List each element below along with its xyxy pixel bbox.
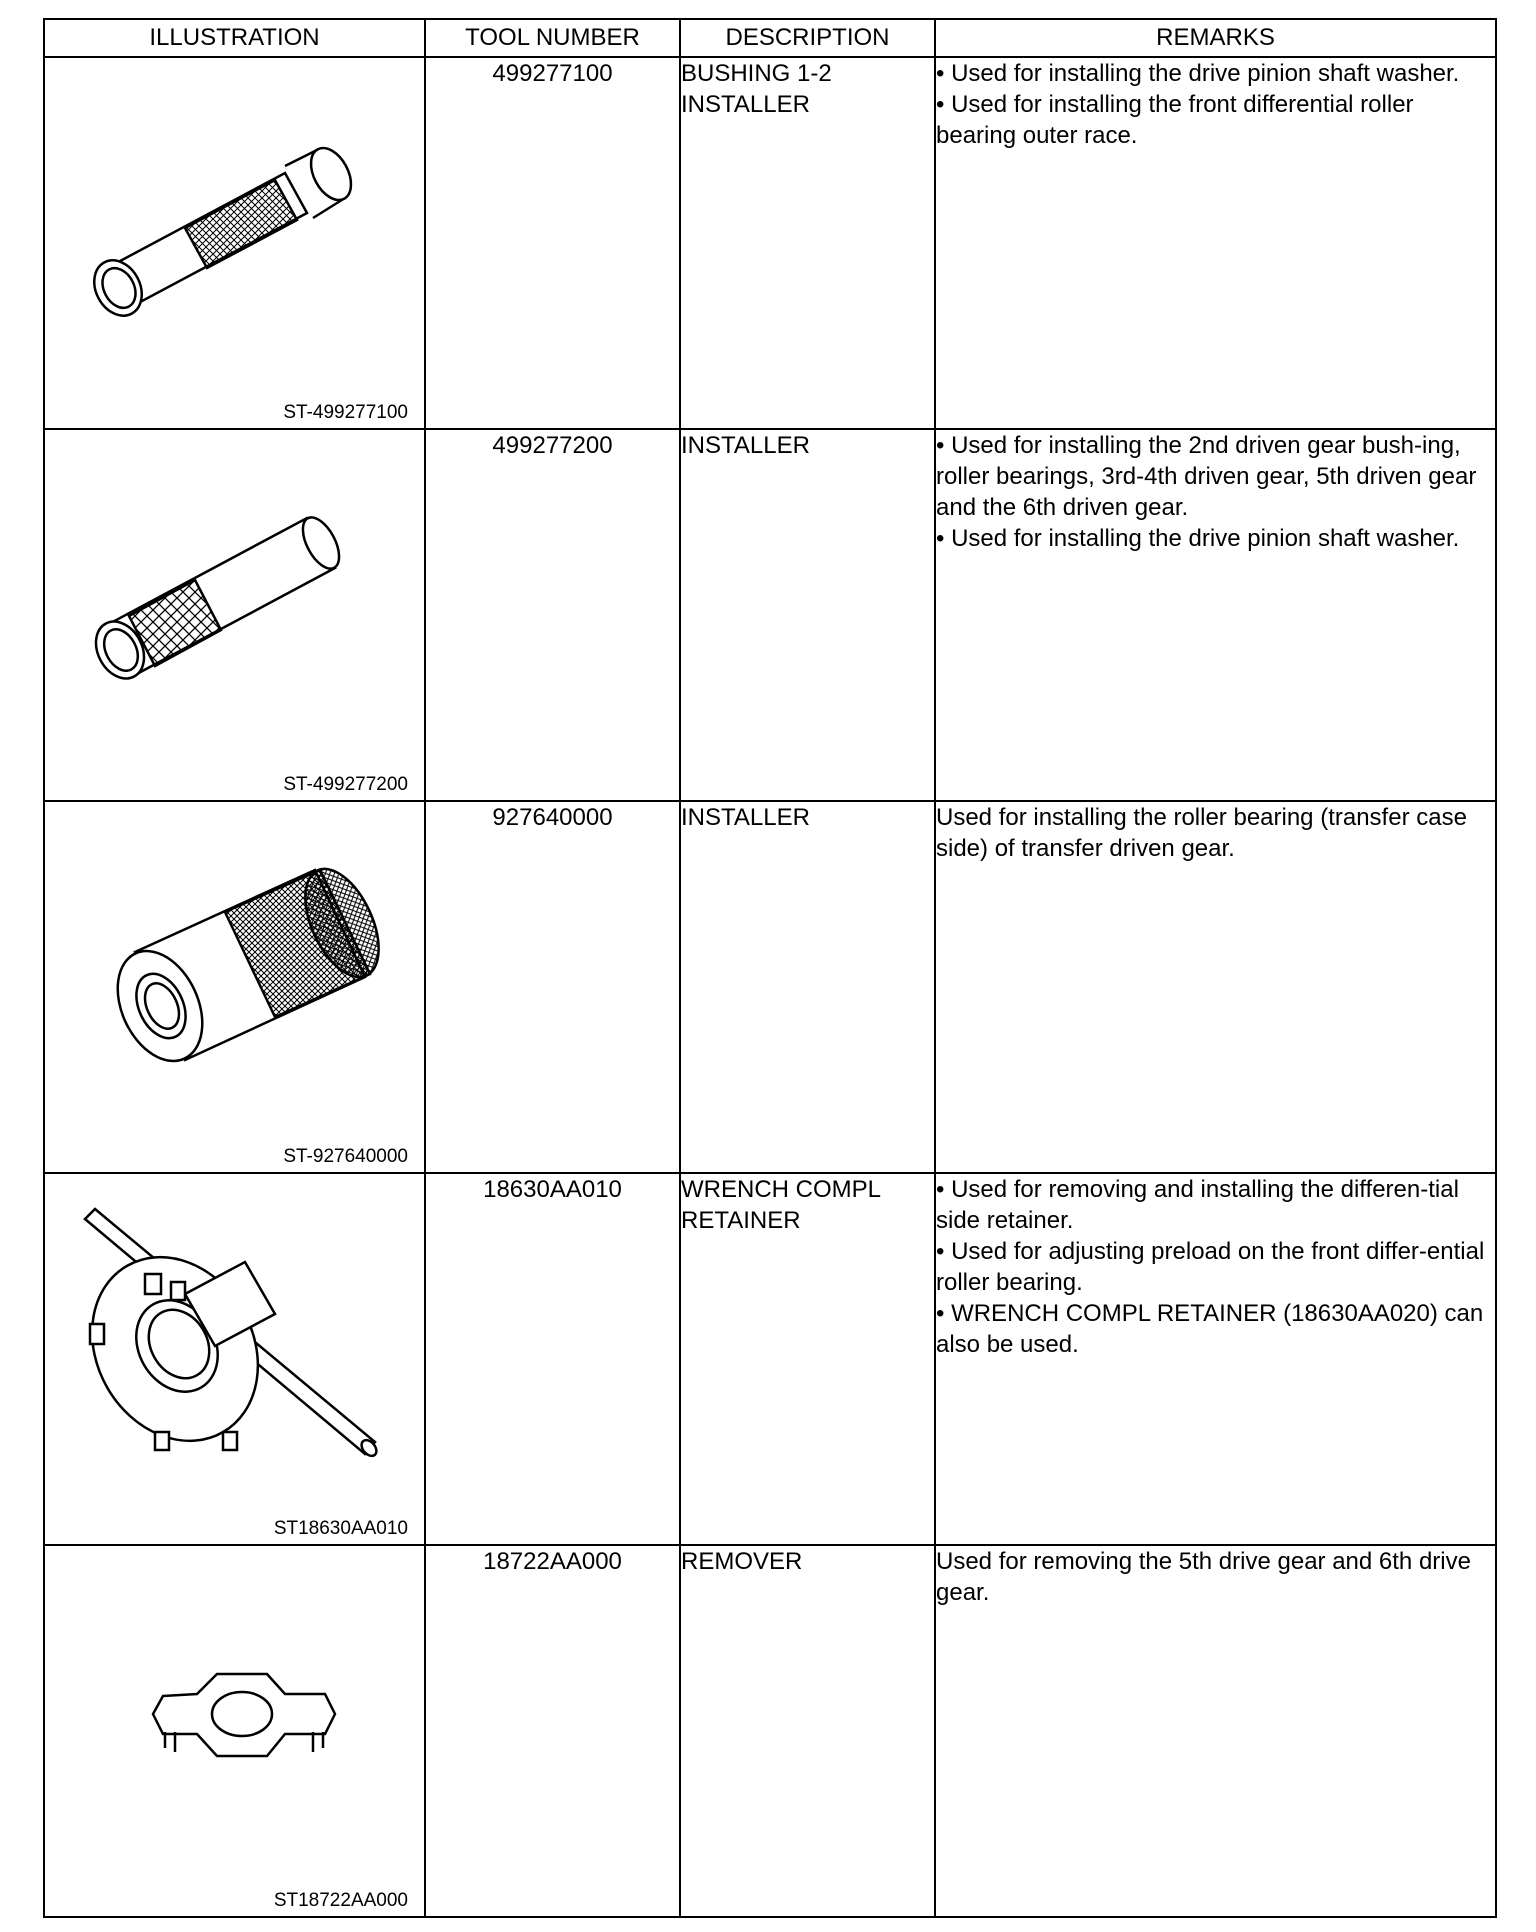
header-tool-number: TOOL NUMBER xyxy=(425,19,680,57)
tool-number-cell: 18722AA000 xyxy=(425,1545,680,1917)
special-tools-table xyxy=(43,18,1497,1918)
illustration-code: ST18630AA010 xyxy=(273,1518,408,1539)
installer-cylinder-icon xyxy=(45,802,426,1172)
table-row xyxy=(44,1545,1496,1917)
installer-tube-icon xyxy=(45,430,426,800)
illustration-cell xyxy=(44,1173,425,1545)
remark-item: • Used for installing the drive pinion shaft washer. xyxy=(936,525,1460,552)
table-row xyxy=(44,429,1496,801)
remark-item: • Used for removing and installing the differen-tial side retainer. xyxy=(936,1176,1459,1234)
description-line: REMOVER xyxy=(681,1548,803,1575)
illustration-cell xyxy=(44,57,425,429)
description-cell xyxy=(680,57,935,429)
tool-number-cell: 499277100 xyxy=(425,57,680,429)
remarks-cell xyxy=(935,1173,1496,1545)
header-illustration: ILLUSTRATION xyxy=(44,19,425,57)
header-description: DESCRIPTION xyxy=(680,19,935,57)
remarks-cell xyxy=(935,801,1496,1173)
description-cell xyxy=(680,1173,935,1545)
table-row xyxy=(44,1173,1496,1545)
description-line: WRENCH COMPL xyxy=(681,1176,882,1203)
remark-item: • WRENCH COMPL RETAINER (18630AA020) can also be used. xyxy=(936,1300,1484,1358)
description-cell xyxy=(680,429,935,801)
retainer-wrench-icon xyxy=(45,1174,426,1544)
remark-item: • Used for installing the drive pinion shaft washer. xyxy=(936,60,1460,87)
illustration-code: ST-927640000 xyxy=(283,1146,408,1167)
illustration-code: ST-499277100 xyxy=(283,402,408,423)
remarks-cell xyxy=(935,429,1496,801)
remarks-cell xyxy=(935,57,1496,429)
table-row xyxy=(44,57,1496,429)
remark-item: • Used for adjusting preload on the front differ-ential roller bearing. xyxy=(936,1238,1485,1296)
remarks-cell xyxy=(935,1545,1496,1917)
illustration-code: ST18722AA000 xyxy=(273,1890,408,1911)
description-line: RETAINER xyxy=(681,1207,801,1234)
tool-number-cell: 18630AA010 xyxy=(425,1173,680,1545)
header-remarks: REMARKS xyxy=(935,19,1496,57)
tool-number-cell: 927640000 xyxy=(425,801,680,1173)
remark-item: Used for removing the 5th drive gear and 6th drive gear. xyxy=(936,1548,1471,1606)
tool-number-cell: 499277200 xyxy=(425,429,680,801)
remover-plate-icon xyxy=(45,1546,426,1916)
header-row xyxy=(44,19,1496,57)
illustration-code: ST-499277200 xyxy=(283,774,408,795)
description-line: INSTALLER xyxy=(681,804,810,831)
illustration-cell xyxy=(44,1545,425,1917)
remark-item: • Used for installing the 2nd driven gear bush-ing, roller bearings, 3rd-4th driven gear, 5th driven gear and the 6th driven gear. xyxy=(936,432,1477,521)
table-row xyxy=(44,801,1496,1173)
remark-item: Used for installing the roller bearing (transfer case side) of transfer driven gear. xyxy=(936,804,1467,862)
illustration-cell xyxy=(44,801,425,1173)
description-cell xyxy=(680,1545,935,1917)
description-cell xyxy=(680,801,935,1173)
remark-item: • Used for installing the front differential roller bearing outer race. xyxy=(936,91,1414,149)
description-line: INSTALLER xyxy=(681,91,810,118)
description-line: INSTALLER xyxy=(681,432,810,459)
bushing-installer-icon xyxy=(45,58,426,428)
description-line: BUSHING 1-2 xyxy=(681,60,832,87)
illustration-cell xyxy=(44,429,425,801)
